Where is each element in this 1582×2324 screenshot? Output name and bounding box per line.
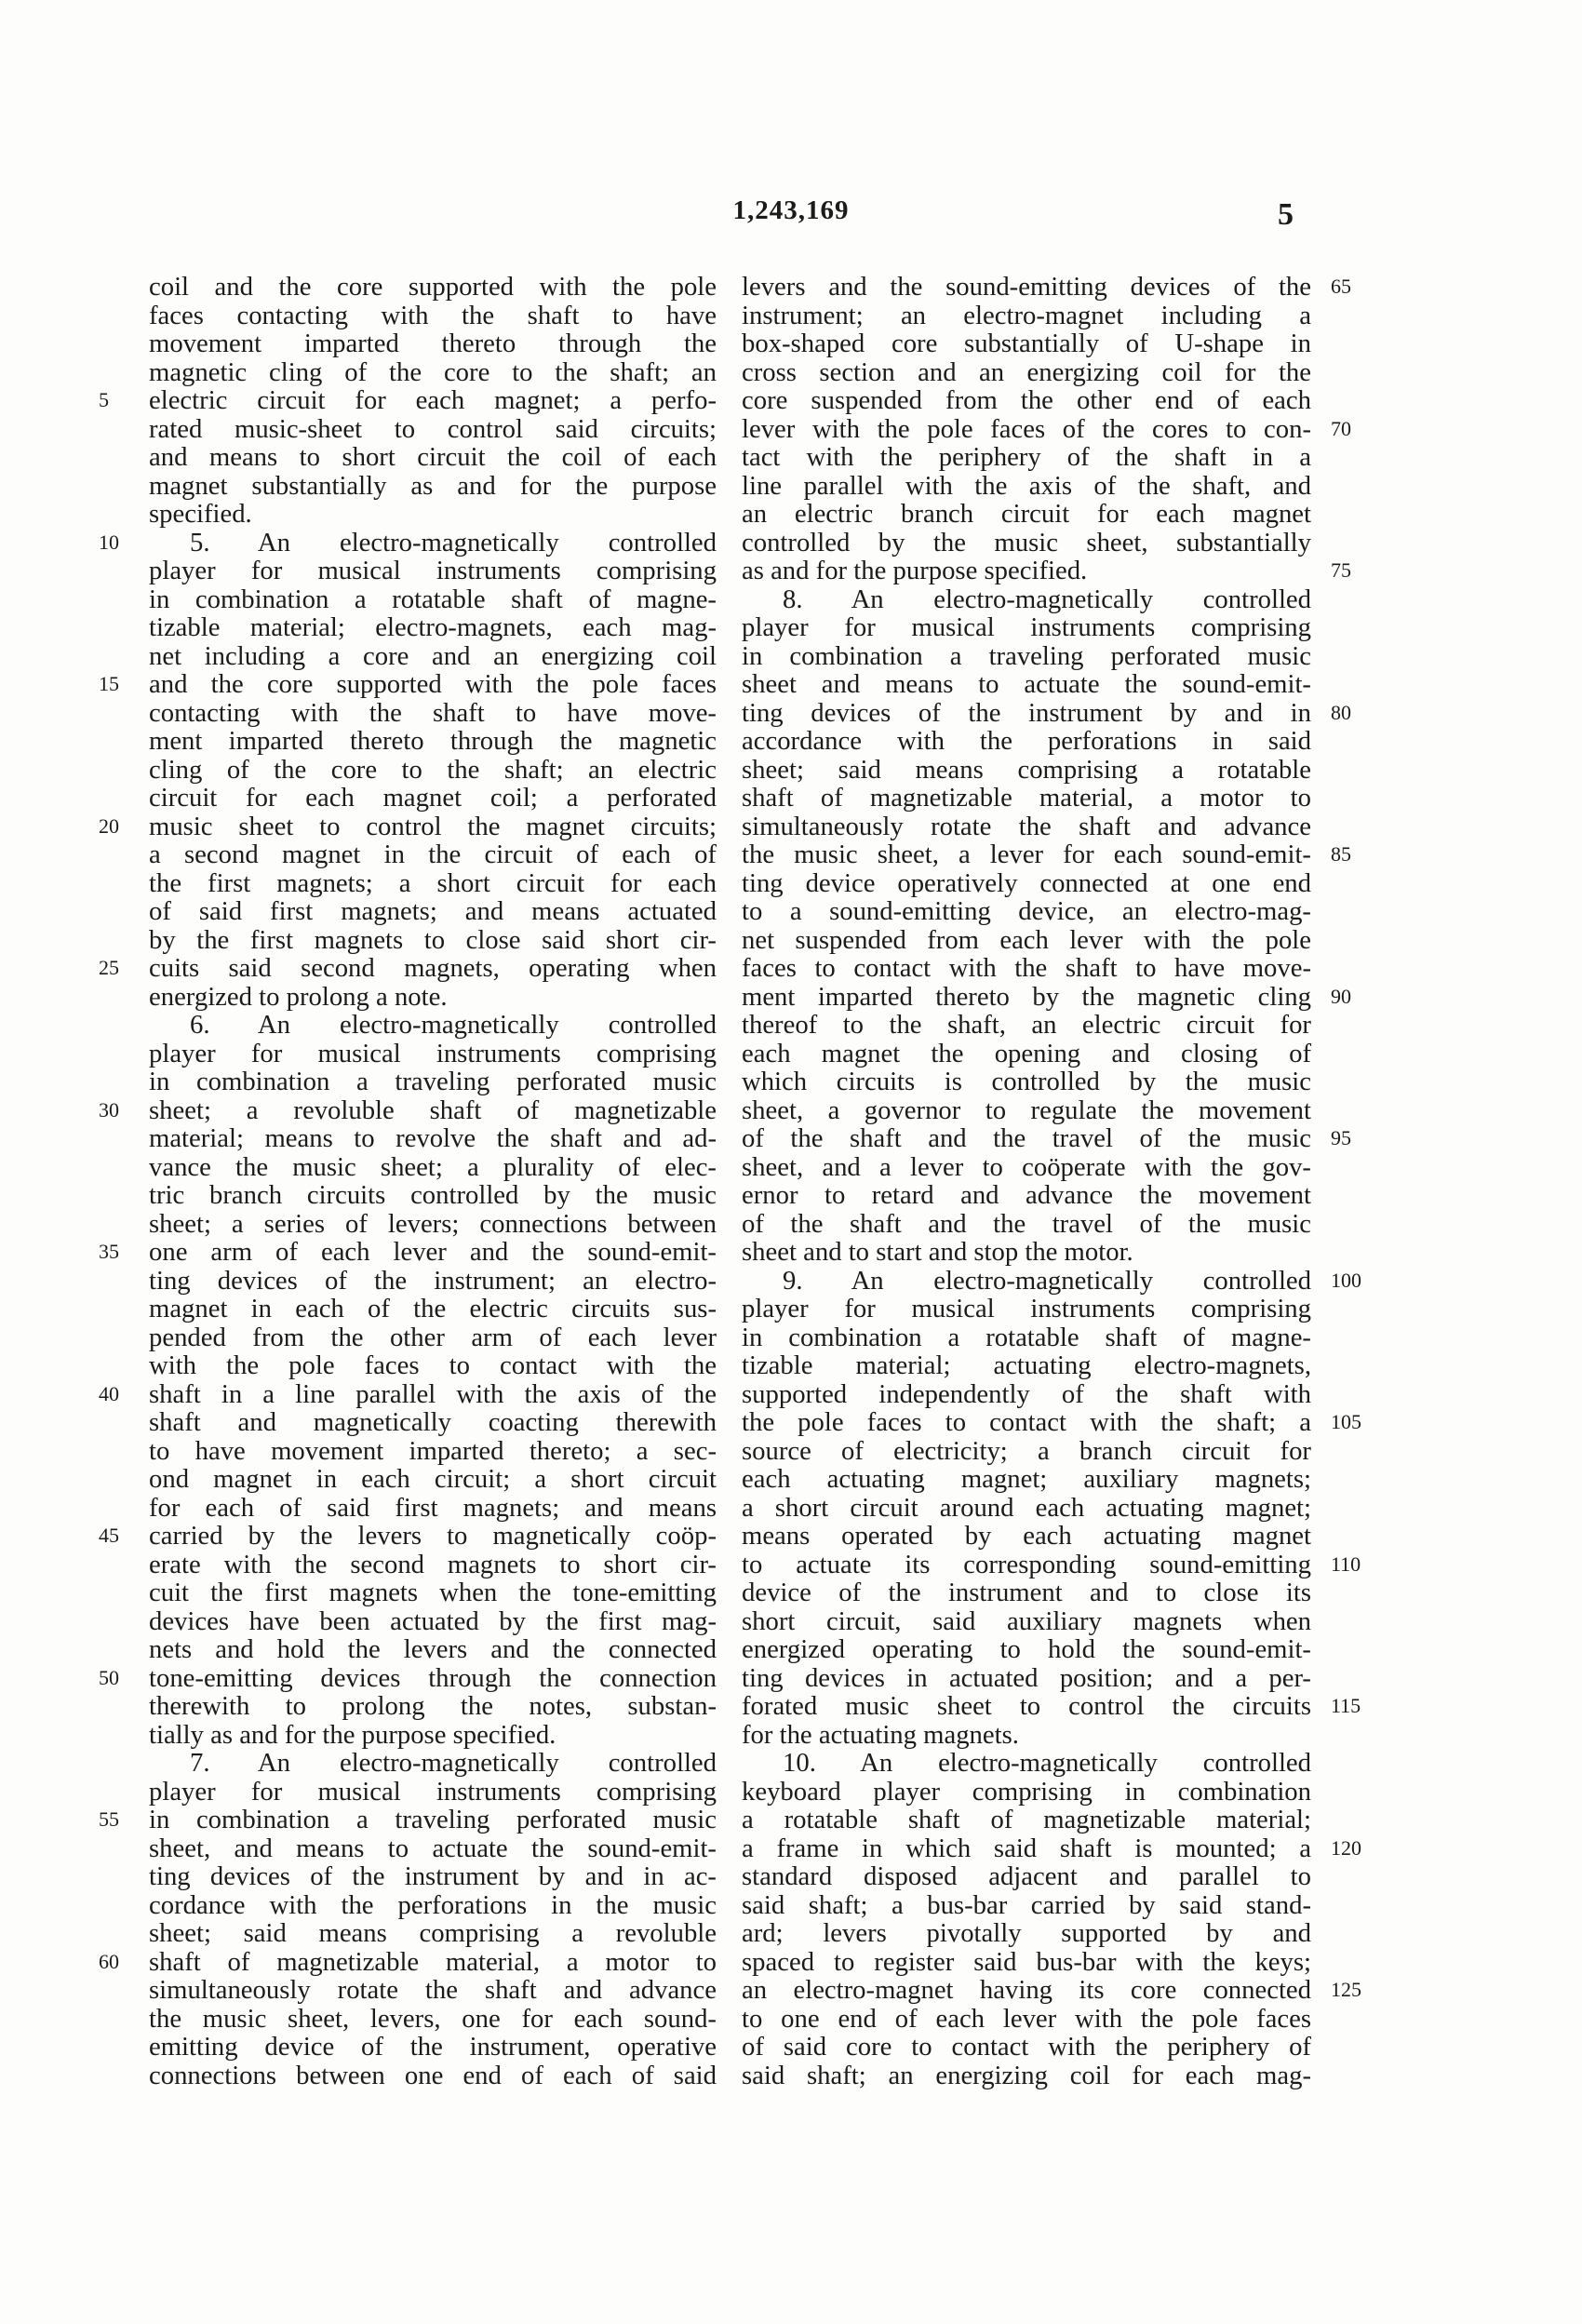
left-column-line: for each of said first magnets; and means	[149, 1492, 717, 1523]
right-column-line: cross section and an energizing coil for the	[742, 356, 1311, 387]
left-column-line: cuit the first magnets when the tone-emitting	[149, 1578, 717, 1607]
left-line-number: 60	[99, 1949, 119, 1973]
left-column-line: shaft of magnetizable material, a motor to	[149, 1946, 717, 1977]
right-column-line: forated music sheet to control the circuits	[742, 1691, 1311, 1721]
right-column-line: said shaft; a bus-bar carried by said stand-	[742, 1889, 1311, 1920]
left-column-line: a second magnet in the circuit of each of	[149, 840, 717, 869]
right-column-line: the music sheet, a lever for each sound-emit-	[742, 840, 1311, 869]
right-column-line: in combination a traveling perforated music	[742, 640, 1311, 671]
left-column-line: net including a core and an energizing coil	[149, 640, 717, 671]
left-column-line: nets and hold the levers and the connected	[149, 1634, 717, 1664]
page-number: 5	[1278, 197, 1294, 232]
right-column-line: shaft of magnetizable material, a motor to	[742, 783, 1311, 813]
left-column-line: ting devices of the instrument; an electro-	[149, 1265, 717, 1296]
left-text-column	[149, 273, 717, 2089]
left-line-number: 15	[99, 672, 119, 695]
left-column-line: tizable material; electro-magnets, each mag-	[149, 612, 717, 642]
right-column-line: core suspended from the other end of each	[742, 385, 1311, 415]
left-column-line: electric circuit for each magnet; a perfo-	[149, 385, 717, 415]
left-column-line: cling of the core to the shaft; an electric	[149, 754, 717, 785]
right-column-line: net suspended from each lever with the pole	[742, 924, 1311, 955]
right-column-line: ting devices in actuated position; and a per-	[742, 1662, 1311, 1693]
right-column-line: sheet; said means comprising a rotatable	[742, 754, 1311, 785]
left-column-line: ment imparted thereto through the magnetic	[149, 726, 717, 756]
left-line-number: 25	[99, 956, 119, 979]
right-column-line: a frame in which said shaft is mounted; a	[742, 1833, 1311, 1863]
right-column-line: source of electricity; a branch circuit for	[742, 1435, 1311, 1466]
right-column-line: to a sound-emitting device, an electro-mag-	[742, 896, 1311, 926]
right-column-line: spaced to register said bus-bar with the keys;	[742, 1946, 1311, 1977]
left-line-number: 10	[99, 530, 119, 554]
left-column-line: simultaneously rotate the shaft and advance	[149, 1975, 717, 2005]
right-column-line: ment imparted thereto by the magnetic cling	[742, 981, 1311, 1012]
right-column-line: faces to contact with the shaft to have move-	[742, 953, 1311, 983]
right-column-line: the pole faces to contact with the shaft; a	[742, 1407, 1311, 1437]
left-line-number: 30	[99, 1097, 119, 1122]
right-column-line: controlled by the music sheet, substantially	[742, 527, 1311, 557]
left-column-line: vance the music sheet; a plurality of elec-	[149, 1151, 717, 1182]
right-line-number: 110	[1331, 1552, 1361, 1576]
right-column-line: which circuits is controlled by the music	[742, 1067, 1311, 1096]
right-column-line: tizable material; actuating electro-magnets,	[742, 1350, 1311, 1380]
left-column-line: carried by the levers to magnetically coöp-	[149, 1521, 717, 1551]
left-column-line: sheet; a revoluble shaft of magnetizable	[149, 1095, 717, 1125]
patent-number-header: 1,243,169	[732, 195, 850, 225]
left-column-line: magnet in each of the electric circuits sus-	[149, 1294, 717, 1323]
left-column-line: faces contacting with the shaft to have	[149, 300, 717, 330]
left-column-line: ting devices of the instrument by and in ac-	[149, 1861, 717, 1891]
left-column-line: material; means to revolve the shaft and ad-	[149, 1123, 717, 1153]
right-column-line: levers and the sound-emitting devices of the	[742, 272, 1311, 302]
right-column-line: an electric branch circuit for each magnet	[742, 499, 1311, 529]
right-column-line: sheet, a governor to regulate the movement	[742, 1095, 1311, 1125]
right-column-line: instrument; an electro-magnet including a	[742, 300, 1311, 330]
right-line-number: 80	[1331, 700, 1351, 724]
left-column-line: 5. An electro-magnetically controlled	[190, 527, 717, 557]
right-line-number: 125	[1331, 1978, 1361, 2001]
right-column-line: means operated by each actuating magnet	[742, 1521, 1311, 1551]
right-line-number: 100	[1331, 1268, 1361, 1292]
left-column-line: emitting device of the instrument, operative	[149, 2032, 717, 2062]
left-column-line: erate with the second magnets to short cir-	[149, 1549, 717, 1579]
right-line-number: 120	[1331, 1835, 1361, 1860]
left-column-line: energized to prolong a note.	[149, 981, 448, 1012]
left-column-line: tone-emitting devices through the connection	[149, 1662, 717, 1693]
right-column-line: ernor to retard and advance the movement	[742, 1180, 1311, 1210]
left-column-line: therewith to prolong the notes, substan-	[149, 1691, 717, 1721]
left-column-line: in combination a traveling perforated music	[149, 1805, 717, 1834]
left-column-line: tially as and for the purpose specified.	[149, 1719, 556, 1750]
left-line-number: 35	[99, 1240, 119, 1263]
right-column-line: tact with the periphery of the shaft in a	[742, 442, 1311, 472]
right-line-number: 65	[1331, 275, 1351, 298]
left-column-line: shaft and magnetically coacting therewith	[149, 1407, 717, 1437]
right-column-line: of said core to contact with the periphery of	[742, 2032, 1311, 2062]
right-column-line: a short circuit around each actuating magnet;	[742, 1492, 1311, 1523]
right-text-column	[742, 273, 1311, 2089]
left-column-line: contacting with the shaft to have move-	[149, 697, 717, 728]
right-column-line: said shaft; an energizing coil for each mag-	[742, 2060, 1311, 2090]
left-column-line: connections between one end of each of said	[149, 2060, 717, 2090]
right-column-line: ting device operatively connected at one end	[742, 867, 1311, 898]
left-column-line: player for musical instruments comprising	[149, 1038, 717, 1068]
right-column-line: line parallel with the axis of the shaft, and	[742, 470, 1311, 501]
right-column-line: in combination a rotatable shaft of magne-	[742, 1322, 1311, 1352]
left-column-line: 6. An electro-magnetically controlled	[190, 1010, 717, 1040]
right-column-line: lever with the pole faces of the cores to con-	[742, 413, 1311, 444]
right-column-line: accordance with the perforations in said	[742, 726, 1311, 756]
right-line-number: 90	[1331, 984, 1351, 1008]
left-line-number: 45	[99, 1524, 119, 1547]
right-column-line: supported independently of the shaft with	[742, 1378, 1311, 1409]
right-line-number: 85	[1331, 842, 1351, 866]
right-column-line: for the actuating magnets.	[742, 1719, 1019, 1750]
right-column-line: energized operating to hold the sound-emit-	[742, 1634, 1311, 1664]
left-column-line: and means to short circuit the coil of each	[149, 442, 717, 472]
right-line-number: 115	[1331, 1694, 1361, 1717]
left-column-line: the music sheet, levers, one for each sound-	[149, 2003, 717, 2034]
left-column-line: shaft in a line parallel with the axis of the	[149, 1378, 717, 1409]
right-column-line: 8. An electro-magnetically controlled	[783, 584, 1311, 614]
left-column-line: player for musical instruments comprising	[149, 556, 717, 585]
left-column-line: coil and the core supported with the pole	[149, 272, 717, 302]
left-line-number: 5	[99, 388, 109, 411]
left-column-line: with the pole faces to contact with the	[149, 1350, 717, 1380]
left-column-line: cordance with the perforations in the music	[149, 1889, 717, 1920]
right-column-line: sheet, and a lever to coöperate with the gov-	[742, 1151, 1311, 1182]
left-column-line: music sheet to control the magnet circuits;	[149, 811, 717, 841]
right-column-line: thereof to the shaft, an electric circuit for	[742, 1010, 1311, 1040]
left-column-line: cuits said second magnets, operating when	[149, 953, 717, 983]
left-column-line: circuit for each magnet coil; a perforated	[149, 783, 717, 813]
right-column-line: ting devices of the instrument by and in	[742, 697, 1311, 728]
right-column-line: an electro-magnet having its core connected	[742, 1975, 1311, 2005]
right-line-number: 95	[1331, 1126, 1351, 1149]
right-column-line: short circuit, said auxiliary magnets when	[742, 1605, 1311, 1636]
left-column-line: specified.	[149, 499, 252, 529]
left-column-line: in combination a traveling perforated music	[149, 1067, 717, 1096]
right-column-line: 9. An electro-magnetically controlled	[783, 1265, 1311, 1296]
left-column-line: magnetic cling of the core to the shaft; an	[149, 356, 717, 387]
left-column-line: sheet; a series of levers; connections between	[149, 1208, 717, 1239]
left-column-line: and the core supported with the pole faces	[149, 669, 717, 699]
right-line-number: 105	[1331, 1410, 1361, 1433]
right-column-line: box-shaped core substantially of U-shape in	[742, 329, 1311, 358]
left-column-line: in combination a rotatable shaft of magne-	[149, 584, 717, 614]
right-column-line: 10. An electro-magnetically controlled	[783, 1748, 1311, 1778]
left-column-line: devices have been actuated by the first mag-	[149, 1605, 717, 1636]
left-column-line: pended from the other arm of each lever	[149, 1322, 717, 1352]
right-column-line: player for musical instruments comprising	[742, 1294, 1311, 1323]
left-line-number: 20	[99, 813, 119, 838]
right-line-number: 75	[1331, 558, 1351, 582]
left-column-line: rated music-sheet to control said circuits;	[149, 413, 717, 444]
right-column-line: ard; levers pivotally supported by and	[742, 1918, 1311, 1948]
left-line-number: 55	[99, 1807, 119, 1831]
left-column-line: 7. An electro-magnetically controlled	[190, 1748, 717, 1778]
right-column-line: of the shaft and the travel of the music	[742, 1123, 1311, 1153]
left-column-line: player for musical instruments comprising	[149, 1776, 717, 1807]
right-column-line: keyboard player comprising in combination	[742, 1776, 1311, 1807]
left-column-line: sheet, and means to actuate the sound-emit-	[149, 1833, 717, 1863]
right-column-line: sheet and to start and stop the motor.	[742, 1237, 1133, 1267]
left-column-line: magnet substantially as and for the purpose	[149, 470, 717, 501]
right-column-line: device of the instrument and to close its	[742, 1578, 1311, 1607]
right-column-line: sheet and means to actuate the sound-emit-	[742, 669, 1311, 699]
right-column-line: each actuating magnet; auxiliary magnets;	[742, 1464, 1311, 1494]
right-column-line: as and for the purpose specified.	[742, 556, 1088, 585]
right-column-line: a rotatable shaft of magnetizable material;	[742, 1805, 1311, 1834]
left-column-line: tric branch circuits controlled by the music	[149, 1180, 717, 1210]
right-column-line: standard disposed adjacent and parallel to	[742, 1861, 1311, 1891]
right-column-line: to actuate its corresponding sound-emitting	[742, 1549, 1311, 1579]
left-column-line: to have movement imparted thereto; a sec-	[149, 1435, 717, 1466]
right-column-line: each magnet the opening and closing of	[742, 1038, 1311, 1068]
right-column-line: to one end of each lever with the pole faces	[742, 2003, 1311, 2034]
right-column-line: player for musical instruments comprising	[742, 612, 1311, 642]
right-column-line: simultaneously rotate the shaft and advance	[742, 811, 1311, 841]
left-column-line: by the first magnets to close said short cir-	[149, 924, 717, 955]
right-column-line: of the shaft and the travel of the music	[742, 1208, 1311, 1239]
left-column-line: of said first magnets; and means actuated	[149, 896, 717, 926]
left-column-line: the first magnets; a short circuit for each	[149, 867, 717, 898]
left-line-number: 40	[99, 1381, 119, 1405]
left-line-number: 50	[99, 1665, 119, 1689]
right-line-number: 70	[1331, 416, 1351, 440]
left-column-line: one arm of each lever and the sound-emit-	[149, 1237, 717, 1267]
left-column-line: ond magnet in each circuit; a short circuit	[149, 1464, 717, 1494]
left-column-line: sheet; said means comprising a revoluble	[149, 1918, 717, 1948]
left-column-line: movement imparted thereto through the	[149, 329, 717, 358]
